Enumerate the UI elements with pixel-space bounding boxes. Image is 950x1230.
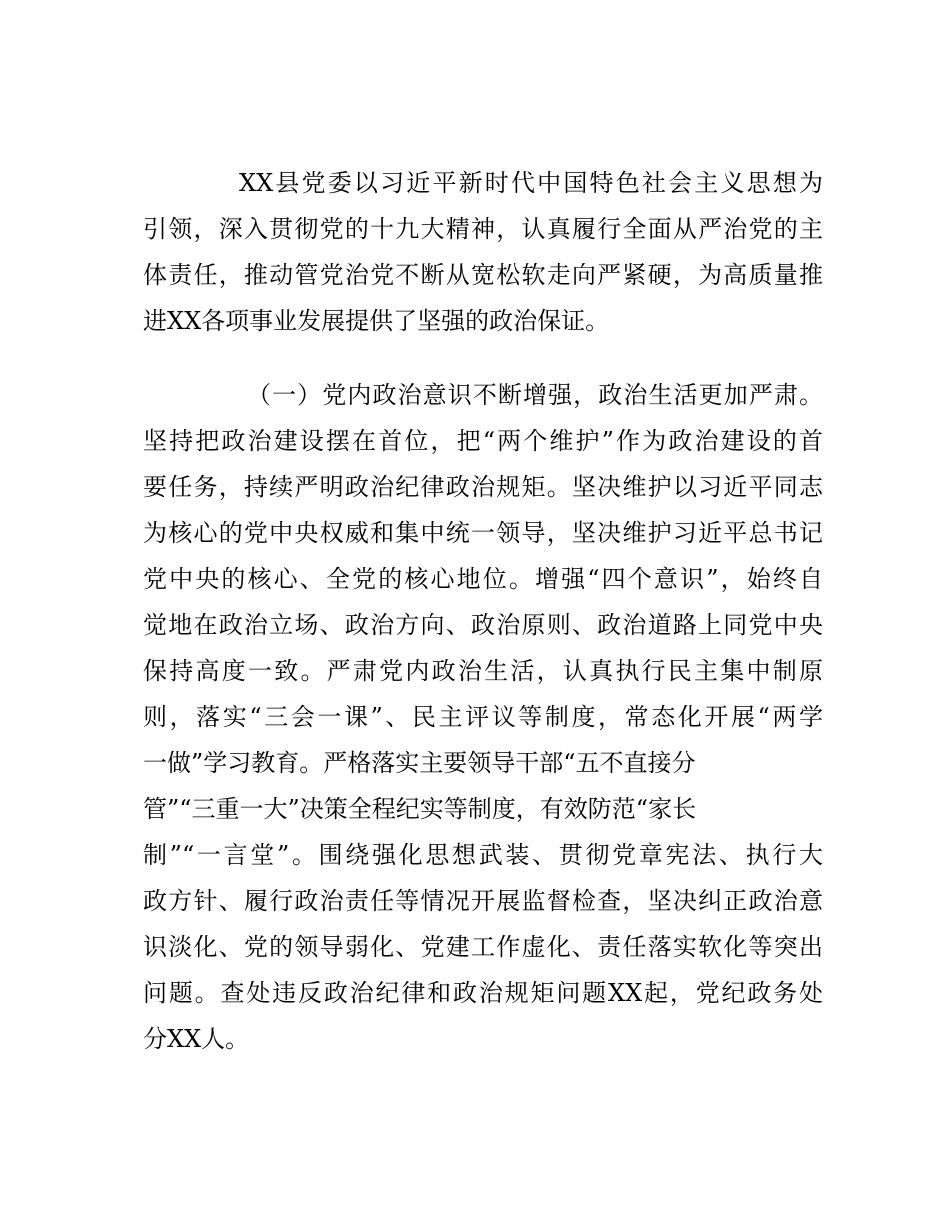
text-line: 问题。查处违反政治纪律和政治规矩问题XX起，党纪政务处 — [143, 979, 823, 1007]
text-line: 党中央的核心、全党的核心地位。增强“四个意识”，始终自 — [143, 565, 823, 593]
text-line: 引领，深入贯彻党的十九大精神，认真履行全面从严治党的主 — [143, 215, 823, 243]
text-line: 一做”学习教育。严格落实主要领导干部“五不直接分 — [143, 749, 696, 777]
paragraph-political-awareness — [143, 372, 823, 1062]
paragraph-intro — [143, 160, 823, 344]
text-line: 要任务，持续严明政治纪律政治规矩。坚决维护以习近平同志 — [143, 473, 823, 501]
text-line: 为核心的党中央权威和集中统一领导，坚决维护习近平总书记 — [143, 519, 823, 547]
text-line: 政方针、履行政治责任等情况开展监督检查，坚决纠正政治意 — [143, 887, 823, 915]
text-line: 管”“三重一大”决策全程纪实等制度，有效防范“家长 — [143, 795, 697, 823]
section-heading: （一）党内政治意识不断增强，政治生活更加严肃。 — [247, 381, 823, 409]
text-line: XX县党委以习近平新时代中国特色社会主义思想为 — [239, 169, 823, 197]
text-line: 体责任，推动管党治党不断从宽松软走向严紧硬，为高质量推 — [143, 261, 823, 289]
text-line: 则，落实“三会一课”、民主评议等制度，常态化开展“两学 — [143, 703, 823, 731]
text-line: 觉地在政治立场、政治方向、政治原则、政治道路上同党中央 — [143, 611, 823, 639]
text-line: 坚持把政治建设摆在首位，把“两个维护”作为政治建设的首 — [143, 427, 823, 455]
text-line: 分XX人。 — [143, 1025, 250, 1053]
text-line: 进XX各项事业发展提供了坚强的政治保证。 — [143, 307, 610, 335]
text-line: 制”“一言堂”。围绕强化思想武装、贯彻党章宪法、执行大 — [143, 841, 823, 869]
text-line: 识淡化、党的领导弱化、党建工作虚化、责任落实软化等突出 — [143, 933, 823, 961]
text-line: 保持高度一致。严肃党内政治生活，认真执行民主集中制原 — [143, 657, 823, 685]
